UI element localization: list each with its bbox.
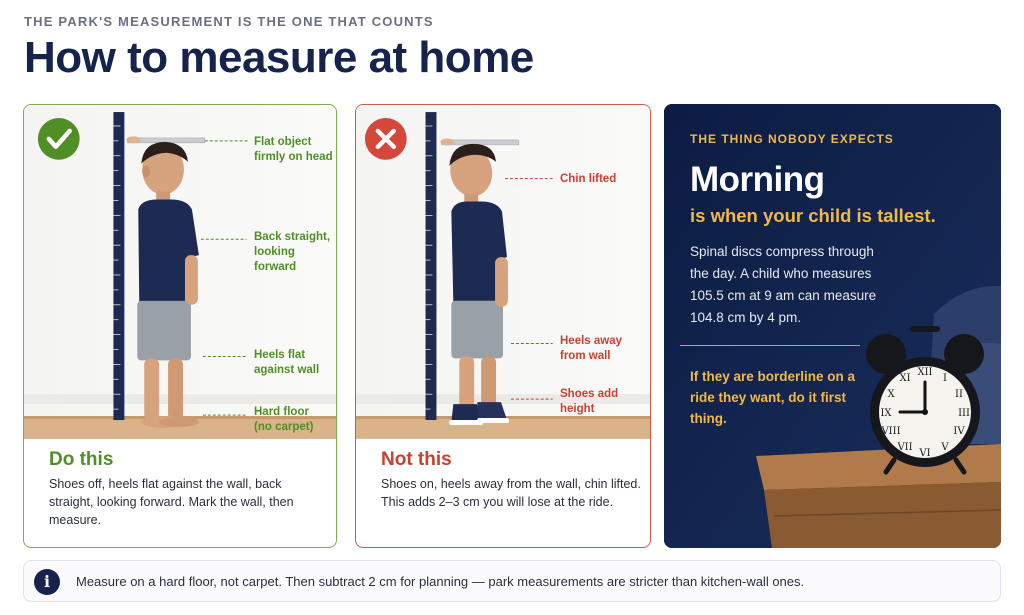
panel-title: Morning: [690, 160, 825, 199]
do-this-description: Shoes off, heels flat against the wall, back straight, looking forward. Mark the wall, then measure.: [49, 477, 294, 527]
callout-hard-floor: Hard floor (no carpet): [254, 406, 314, 433]
callout-heels-away: Heels away from wall: [560, 335, 623, 362]
info-icon: i: [34, 569, 60, 595]
check-icon: [38, 118, 80, 160]
svg-text:III: III: [958, 408, 970, 419]
panel-kicker: THE THING NOBODY EXPECTS: [690, 132, 894, 146]
svg-text:IX: IX: [880, 408, 892, 419]
morning-tip-panel: [664, 104, 1001, 548]
do-this-card: [23, 104, 337, 548]
svg-text:VIII: VIII: [881, 426, 901, 437]
svg-text:V: V: [941, 442, 949, 453]
svg-text:X: X: [887, 389, 895, 400]
panel-subtitle: is when your child is tallest.: [690, 205, 936, 226]
svg-text:VII: VII: [897, 442, 913, 453]
info-bar: [23, 560, 1001, 602]
wall-ruler: [113, 112, 124, 420]
not-this-heading: Not this: [381, 449, 452, 470]
callout-back-straight: Back straight, looking forward: [254, 231, 331, 273]
page-kicker: THE PARK'S MEASUREMENT IS THE ONE THAT COUNTS: [24, 14, 434, 29]
callout-heels-flat: Heels flat against wall: [254, 349, 320, 376]
svg-text:XII: XII: [917, 367, 933, 378]
not-this-description: Shoes on, heels away from the wall, chin lifted. This adds 2–3 cm you will lose at the ride.: [381, 477, 641, 509]
svg-text:IV: IV: [953, 426, 965, 437]
not-this-card: [355, 104, 651, 548]
panel-divider: [680, 345, 860, 346]
info-text: Measure on a hard floor, not carpet. Then subtract 2 cm for planning — park measurements are stricter than kitchen-wall ones.: [76, 574, 805, 589]
page-title: How to measure at home: [24, 33, 534, 82]
cross-icon: [365, 118, 407, 160]
svg-text:II: II: [955, 389, 963, 400]
callout-flat-object: Flat object firmly on head: [254, 136, 333, 163]
panel-tip: If they are borderline on a ride they want, do it first thing.: [690, 369, 856, 426]
callout-shoes-add-height: Shoes add height: [560, 388, 619, 415]
do-this-heading: Do this: [49, 449, 114, 470]
wall-ruler: [426, 112, 437, 420]
svg-text:XI: XI: [899, 373, 911, 384]
callout-chin-lifted: Chin lifted: [560, 173, 617, 185]
svg-text:VI: VI: [919, 448, 931, 459]
svg-text:I: I: [943, 373, 947, 384]
panel-body: Spinal discs compress through the day. A child who measures 105.5 cm at 9 am can measure 104.8 cm by 4 pm.: [690, 244, 877, 325]
